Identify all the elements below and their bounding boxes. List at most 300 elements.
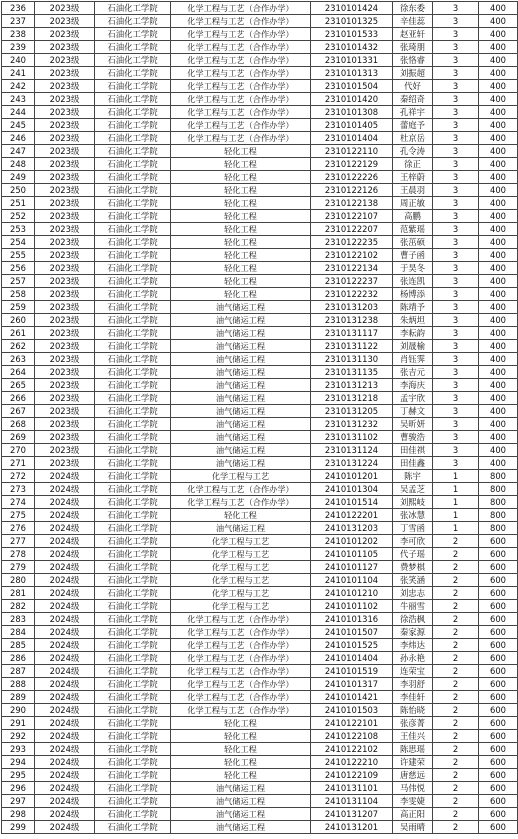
row-number-cell: 240 bbox=[2, 54, 35, 67]
amount-cell: 400 bbox=[479, 184, 518, 197]
grade-cell: 2024级 bbox=[35, 769, 95, 782]
major-cell: 轻化工程 bbox=[171, 717, 311, 730]
award-level-cell: 2 bbox=[433, 678, 479, 691]
college-cell: 石油化工学院 bbox=[95, 392, 171, 405]
college-cell: 石油化工学院 bbox=[95, 366, 171, 379]
student-id-cell: 2310122226 bbox=[311, 171, 393, 184]
student-id-cell: 2310131130 bbox=[311, 353, 393, 366]
row-number-cell: 243 bbox=[2, 93, 35, 106]
major-cell: 油气储运工程 bbox=[171, 444, 311, 457]
amount-cell: 600 bbox=[479, 704, 518, 717]
student-id-cell: 2310131135 bbox=[311, 366, 393, 379]
student-id-cell: 2310131122 bbox=[311, 340, 393, 353]
student-name-cell: 田佳鑫 bbox=[393, 457, 433, 470]
student-id-cell: 2410101519 bbox=[311, 665, 393, 678]
row-number-cell: 246 bbox=[2, 132, 35, 145]
college-cell: 石油化工学院 bbox=[95, 821, 171, 834]
row-number-cell: 236 bbox=[2, 2, 35, 15]
amount-cell: 600 bbox=[479, 665, 518, 678]
amount-cell: 400 bbox=[479, 249, 518, 262]
award-level-cell: 2 bbox=[433, 808, 479, 821]
college-cell: 石油化工学院 bbox=[95, 756, 171, 769]
award-level-cell: 3 bbox=[433, 171, 479, 184]
grade-cell: 2024级 bbox=[35, 522, 95, 535]
college-cell: 石油化工学院 bbox=[95, 145, 171, 158]
major-cell: 化学工程与工艺（合作办学） bbox=[171, 132, 311, 145]
major-cell: 油气储运工程 bbox=[171, 353, 311, 366]
amount-cell: 400 bbox=[479, 379, 518, 392]
table-row bbox=[2, 470, 518, 483]
table-row bbox=[2, 353, 518, 366]
student-id-cell: 2310131102 bbox=[311, 431, 393, 444]
major-cell: 化学工程与工艺 bbox=[171, 600, 311, 613]
amount-cell: 800 bbox=[479, 483, 518, 496]
major-cell: 轻化工程 bbox=[171, 184, 311, 197]
table-row bbox=[2, 509, 518, 522]
grade-cell: 2023级 bbox=[35, 275, 95, 288]
award-level-cell: 2 bbox=[433, 704, 479, 717]
major-cell: 轻化工程 bbox=[171, 288, 311, 301]
table-row bbox=[2, 639, 518, 652]
student-id-cell: 2310131205 bbox=[311, 405, 393, 418]
row-number-cell: 245 bbox=[2, 119, 35, 132]
amount-cell: 400 bbox=[479, 210, 518, 223]
student-name-cell: 高鹏 bbox=[393, 210, 433, 223]
amount-cell: 400 bbox=[479, 41, 518, 54]
college-cell: 石油化工学院 bbox=[95, 405, 171, 418]
college-cell: 石油化工学院 bbox=[95, 171, 171, 184]
grade-cell: 2024级 bbox=[35, 626, 95, 639]
table-row bbox=[2, 366, 518, 379]
student-name-cell: 吴孟芝 bbox=[393, 483, 433, 496]
row-number-cell: 299 bbox=[2, 821, 35, 834]
table-row bbox=[2, 314, 518, 327]
award-level-cell: 2 bbox=[433, 600, 479, 613]
table-row bbox=[2, 132, 518, 145]
grade-cell: 2024级 bbox=[35, 782, 95, 795]
student-name-cell: 张琦朋 bbox=[393, 41, 433, 54]
student-name-cell: 代子瑶 bbox=[393, 548, 433, 561]
student-name-cell: 辛佳蕊 bbox=[393, 15, 433, 28]
award-level-cell: 1 bbox=[433, 509, 479, 522]
major-cell: 化学工程与工艺（合作办学） bbox=[171, 119, 311, 132]
student-name-cell: 刘熙岐 bbox=[393, 496, 433, 509]
amount-cell: 600 bbox=[479, 769, 518, 782]
award-level-cell: 3 bbox=[433, 41, 479, 54]
student-id-cell: 2310101533 bbox=[311, 28, 393, 41]
college-cell: 石油化工学院 bbox=[95, 808, 171, 821]
student-id-cell: 2410101105 bbox=[311, 548, 393, 561]
award-level-cell: 3 bbox=[433, 392, 479, 405]
table-row bbox=[2, 171, 518, 184]
grade-cell: 2023级 bbox=[35, 197, 95, 210]
amount-cell: 800 bbox=[479, 470, 518, 483]
major-cell: 油气储运工程 bbox=[171, 327, 311, 340]
table-row bbox=[2, 28, 518, 41]
major-cell: 轻化工程 bbox=[171, 223, 311, 236]
grade-cell: 2023级 bbox=[35, 236, 95, 249]
student-name-cell: 费梦棋 bbox=[393, 561, 433, 574]
student-name-cell: 杨博添 bbox=[393, 288, 433, 301]
major-cell: 油气储运工程 bbox=[171, 314, 311, 327]
student-name-cell: 徐浩枫 bbox=[393, 613, 433, 626]
grade-cell: 2024级 bbox=[35, 795, 95, 808]
student-id-cell: 2310122110 bbox=[311, 145, 393, 158]
award-level-cell: 3 bbox=[433, 327, 479, 340]
major-cell: 化学工程与工艺（合作办学） bbox=[171, 15, 311, 28]
major-cell: 化学工程与工艺 bbox=[171, 470, 311, 483]
student-id-cell: 2410101201 bbox=[311, 470, 393, 483]
college-cell: 石油化工学院 bbox=[95, 431, 171, 444]
amount-cell: 600 bbox=[479, 574, 518, 587]
student-id-cell: 2410101316 bbox=[311, 613, 393, 626]
award-level-cell: 3 bbox=[433, 93, 479, 106]
award-level-cell: 3 bbox=[433, 145, 479, 158]
student-name-cell: 张笑涵 bbox=[393, 574, 433, 587]
grade-cell: 2023级 bbox=[35, 340, 95, 353]
student-name-cell: 刘振超 bbox=[393, 67, 433, 80]
table-row bbox=[2, 67, 518, 80]
college-cell: 石油化工学院 bbox=[95, 704, 171, 717]
grade-cell: 2024级 bbox=[35, 587, 95, 600]
grade-cell: 2023级 bbox=[35, 80, 95, 93]
student-id-cell: 2310131218 bbox=[311, 392, 393, 405]
amount-cell: 600 bbox=[479, 821, 518, 834]
amount-cell: 800 bbox=[479, 509, 518, 522]
college-cell: 石油化工学院 bbox=[95, 574, 171, 587]
student-id-cell: 2310122107 bbox=[311, 210, 393, 223]
college-cell: 石油化工学院 bbox=[95, 665, 171, 678]
table-row bbox=[2, 535, 518, 548]
table-row bbox=[2, 678, 518, 691]
grade-cell: 2024级 bbox=[35, 470, 95, 483]
table-row bbox=[2, 756, 518, 769]
student-id-cell: 2310131224 bbox=[311, 457, 393, 470]
student-id-cell: 2310101420 bbox=[311, 93, 393, 106]
major-cell: 油气储运工程 bbox=[171, 795, 311, 808]
college-cell: 石油化工学院 bbox=[95, 548, 171, 561]
college-cell: 石油化工学院 bbox=[95, 613, 171, 626]
row-number-cell: 280 bbox=[2, 574, 35, 587]
grade-cell: 2023级 bbox=[35, 184, 95, 197]
award-level-cell: 3 bbox=[433, 236, 479, 249]
student-name-cell: 陈思瑶 bbox=[393, 743, 433, 756]
award-level-cell: 3 bbox=[433, 301, 479, 314]
student-name-cell: 张彦菁 bbox=[393, 717, 433, 730]
college-cell: 石油化工学院 bbox=[95, 496, 171, 509]
amount-cell: 400 bbox=[479, 353, 518, 366]
student-name-cell: 马伟悦 bbox=[393, 782, 433, 795]
table-row bbox=[2, 808, 518, 821]
award-level-cell: 2 bbox=[433, 756, 479, 769]
student-name-cell: 孟宇欣 bbox=[393, 392, 433, 405]
award-level-cell: 3 bbox=[433, 379, 479, 392]
award-level-cell: 3 bbox=[433, 405, 479, 418]
award-level-cell: 3 bbox=[433, 2, 479, 15]
grade-cell: 2024级 bbox=[35, 691, 95, 704]
row-number-cell: 278 bbox=[2, 548, 35, 561]
amount-cell: 400 bbox=[479, 418, 518, 431]
table-row bbox=[2, 561, 518, 574]
row-number-cell: 297 bbox=[2, 795, 35, 808]
grade-cell: 2023级 bbox=[35, 145, 95, 158]
table-row bbox=[2, 41, 518, 54]
amount-cell: 400 bbox=[479, 171, 518, 184]
major-cell: 化学工程与工艺（合作办学） bbox=[171, 67, 311, 80]
row-number-cell: 294 bbox=[2, 756, 35, 769]
award-level-cell: 2 bbox=[433, 613, 479, 626]
student-name-cell: 秦家源 bbox=[393, 626, 433, 639]
major-cell: 化学工程与工艺（合作办学） bbox=[171, 626, 311, 639]
student-name-cell: 吴昕妍 bbox=[393, 418, 433, 431]
award-level-cell: 3 bbox=[433, 67, 479, 80]
grade-cell: 2024级 bbox=[35, 509, 95, 522]
major-cell: 化学工程与工艺 bbox=[171, 535, 311, 548]
table-row bbox=[2, 717, 518, 730]
amount-cell: 400 bbox=[479, 28, 518, 41]
award-level-cell: 3 bbox=[433, 418, 479, 431]
amount-cell: 600 bbox=[479, 743, 518, 756]
award-level-cell: 2 bbox=[433, 769, 479, 782]
college-cell: 石油化工学院 bbox=[95, 561, 171, 574]
amount-cell: 400 bbox=[479, 262, 518, 275]
student-id-cell: 2310131238 bbox=[311, 314, 393, 327]
award-level-cell: 2 bbox=[433, 665, 479, 678]
table-row bbox=[2, 587, 518, 600]
grade-cell: 2023级 bbox=[35, 379, 95, 392]
row-number-cell: 261 bbox=[2, 327, 35, 340]
row-number-cell: 241 bbox=[2, 67, 35, 80]
college-cell: 石油化工学院 bbox=[95, 54, 171, 67]
row-number-cell: 251 bbox=[2, 197, 35, 210]
grade-cell: 2024级 bbox=[35, 743, 95, 756]
student-id-cell: 2310122207 bbox=[311, 223, 393, 236]
student-id-cell: 2410101404 bbox=[311, 652, 393, 665]
college-cell: 石油化工学院 bbox=[95, 795, 171, 808]
major-cell: 油气储运工程 bbox=[171, 405, 311, 418]
major-cell: 化学工程与工艺 bbox=[171, 574, 311, 587]
amount-cell: 400 bbox=[479, 392, 518, 405]
table-row bbox=[2, 704, 518, 717]
grade-cell: 2023级 bbox=[35, 444, 95, 457]
college-cell: 石油化工学院 bbox=[95, 301, 171, 314]
grade-cell: 2023级 bbox=[35, 54, 95, 67]
college-cell: 石油化工学院 bbox=[95, 106, 171, 119]
grade-cell: 2023级 bbox=[35, 288, 95, 301]
table-row bbox=[2, 782, 518, 795]
amount-cell: 600 bbox=[479, 587, 518, 600]
major-cell: 轻化工程 bbox=[171, 158, 311, 171]
table-row bbox=[2, 15, 518, 28]
award-level-cell: 3 bbox=[433, 444, 479, 457]
student-name-cell: 曹骏浩 bbox=[393, 431, 433, 444]
major-cell: 化学工程与工艺（合作办学） bbox=[171, 2, 311, 15]
college-cell: 石油化工学院 bbox=[95, 327, 171, 340]
college-cell: 石油化工学院 bbox=[95, 379, 171, 392]
award-level-cell: 2 bbox=[433, 548, 479, 561]
student-id-cell: 2410122102 bbox=[311, 743, 393, 756]
row-number-cell: 287 bbox=[2, 665, 35, 678]
row-number-cell: 248 bbox=[2, 158, 35, 171]
row-number-cell: 269 bbox=[2, 431, 35, 444]
grade-cell: 2023级 bbox=[35, 28, 95, 41]
table-row bbox=[2, 184, 518, 197]
grade-cell: 2024级 bbox=[35, 730, 95, 743]
college-cell: 石油化工学院 bbox=[95, 41, 171, 54]
student-id-cell: 2310122232 bbox=[311, 288, 393, 301]
table-row bbox=[2, 418, 518, 431]
student-id-cell: 2410122109 bbox=[311, 769, 393, 782]
grade-cell: 2023级 bbox=[35, 158, 95, 171]
grade-cell: 2024级 bbox=[35, 600, 95, 613]
grade-cell: 2024级 bbox=[35, 639, 95, 652]
student-id-cell: 2310131124 bbox=[311, 444, 393, 457]
student-name-cell: 蕾庭予 bbox=[393, 119, 433, 132]
row-number-cell: 285 bbox=[2, 639, 35, 652]
table-row bbox=[2, 457, 518, 470]
amount-cell: 400 bbox=[479, 54, 518, 67]
award-level-cell: 3 bbox=[433, 249, 479, 262]
row-number-cell: 266 bbox=[2, 392, 35, 405]
student-id-cell: 2310101308 bbox=[311, 106, 393, 119]
college-cell: 石油化工学院 bbox=[95, 119, 171, 132]
row-number-cell: 284 bbox=[2, 626, 35, 639]
amount-cell: 400 bbox=[479, 275, 518, 288]
grade-cell: 2024级 bbox=[35, 613, 95, 626]
row-number-cell: 272 bbox=[2, 470, 35, 483]
table-row bbox=[2, 730, 518, 743]
row-number-cell: 295 bbox=[2, 769, 35, 782]
college-cell: 石油化工学院 bbox=[95, 652, 171, 665]
row-number-cell: 286 bbox=[2, 652, 35, 665]
table-row bbox=[2, 145, 518, 158]
major-cell: 油气储运工程 bbox=[171, 340, 311, 353]
college-cell: 石油化工学院 bbox=[95, 691, 171, 704]
grade-cell: 2023级 bbox=[35, 93, 95, 106]
row-number-cell: 247 bbox=[2, 145, 35, 158]
table-row bbox=[2, 496, 518, 509]
row-number-cell: 271 bbox=[2, 457, 35, 470]
student-name-cell: 秦绍奇 bbox=[393, 93, 433, 106]
amount-cell: 600 bbox=[479, 756, 518, 769]
table-row bbox=[2, 340, 518, 353]
award-level-cell: 3 bbox=[433, 340, 479, 353]
amount-cell: 400 bbox=[479, 197, 518, 210]
major-cell: 轻化工程 bbox=[171, 275, 311, 288]
college-cell: 石油化工学院 bbox=[95, 2, 171, 15]
student-id-cell: 2310101432 bbox=[311, 41, 393, 54]
amount-cell: 600 bbox=[479, 678, 518, 691]
amount-cell: 600 bbox=[479, 730, 518, 743]
student-name-cell: 肖钰霁 bbox=[393, 353, 433, 366]
major-cell: 油气储运工程 bbox=[171, 366, 311, 379]
major-cell: 油气储运工程 bbox=[171, 379, 311, 392]
table-row bbox=[2, 249, 518, 262]
amount-cell: 600 bbox=[479, 535, 518, 548]
award-level-cell: 2 bbox=[433, 691, 479, 704]
student-name-cell: 王佳兴 bbox=[393, 730, 433, 743]
college-cell: 石油化工学院 bbox=[95, 717, 171, 730]
college-cell: 石油化工学院 bbox=[95, 509, 171, 522]
student-name-cell: 张吉元 bbox=[393, 366, 433, 379]
amount-cell: 400 bbox=[479, 223, 518, 236]
major-cell: 油气储运工程 bbox=[171, 301, 311, 314]
amount-cell: 400 bbox=[479, 236, 518, 249]
amount-cell: 400 bbox=[479, 366, 518, 379]
amount-cell: 400 bbox=[479, 444, 518, 457]
amount-cell: 600 bbox=[479, 613, 518, 626]
table-row bbox=[2, 665, 518, 678]
row-number-cell: 253 bbox=[2, 223, 35, 236]
amount-cell: 400 bbox=[479, 405, 518, 418]
student-id-cell: 2410122101 bbox=[311, 717, 393, 730]
major-cell: 轻化工程 bbox=[171, 249, 311, 262]
student-name-cell: 王梓蔚 bbox=[393, 171, 433, 184]
major-cell: 化学工程与工艺 bbox=[171, 587, 311, 600]
amount-cell: 600 bbox=[479, 782, 518, 795]
table-row bbox=[2, 379, 518, 392]
student-name-cell: 田佳祺 bbox=[393, 444, 433, 457]
amount-cell: 400 bbox=[479, 132, 518, 145]
table-row bbox=[2, 548, 518, 561]
student-id-cell: 2410131104 bbox=[311, 795, 393, 808]
grade-cell: 2023级 bbox=[35, 418, 95, 431]
grade-cell: 2023级 bbox=[35, 223, 95, 236]
award-level-cell: 2 bbox=[433, 639, 479, 652]
student-name-cell: 李佳轩 bbox=[393, 691, 433, 704]
amount-cell: 400 bbox=[479, 119, 518, 132]
student-name-cell: 唐慈远 bbox=[393, 769, 433, 782]
grade-cell: 2023级 bbox=[35, 314, 95, 327]
table-row bbox=[2, 80, 518, 93]
major-cell: 化学工程与工艺（合作办学） bbox=[171, 106, 311, 119]
amount-cell: 600 bbox=[479, 808, 518, 821]
grade-cell: 2024级 bbox=[35, 496, 95, 509]
major-cell: 油气储运工程 bbox=[171, 821, 311, 834]
amount-cell: 400 bbox=[479, 457, 518, 470]
college-cell: 石油化工学院 bbox=[95, 522, 171, 535]
award-level-cell: 3 bbox=[433, 15, 479, 28]
row-number-cell: 273 bbox=[2, 483, 35, 496]
major-cell: 轻化工程 bbox=[171, 197, 311, 210]
table-row bbox=[2, 119, 518, 132]
amount-cell: 600 bbox=[479, 795, 518, 808]
student-name-cell: 朱炳坦 bbox=[393, 314, 433, 327]
amount-cell: 400 bbox=[479, 301, 518, 314]
major-cell: 化学工程与工艺（合作办学） bbox=[171, 483, 311, 496]
award-level-cell: 3 bbox=[433, 431, 479, 444]
table-row bbox=[2, 405, 518, 418]
student-id-cell: 2410101514 bbox=[311, 496, 393, 509]
table-row bbox=[2, 262, 518, 275]
student-name-cell: 陈宇 bbox=[393, 470, 433, 483]
major-cell: 化学工程与工艺（合作办学） bbox=[171, 93, 311, 106]
award-level-cell: 2 bbox=[433, 743, 479, 756]
student-name-cell: 于昊冬 bbox=[393, 262, 433, 275]
table-body bbox=[2, 2, 518, 834]
student-name-cell: 刘晟榆 bbox=[393, 340, 433, 353]
student-id-cell: 2410101503 bbox=[311, 704, 393, 717]
grade-cell: 2023级 bbox=[35, 67, 95, 80]
amount-cell: 600 bbox=[479, 691, 518, 704]
student-id-cell: 2410131203 bbox=[311, 522, 393, 535]
table-row bbox=[2, 301, 518, 314]
student-id-cell: 2310101424 bbox=[311, 2, 393, 15]
amount-cell: 400 bbox=[479, 431, 518, 444]
table-row bbox=[2, 483, 518, 496]
table-row bbox=[2, 652, 518, 665]
amount-cell: 400 bbox=[479, 106, 518, 119]
